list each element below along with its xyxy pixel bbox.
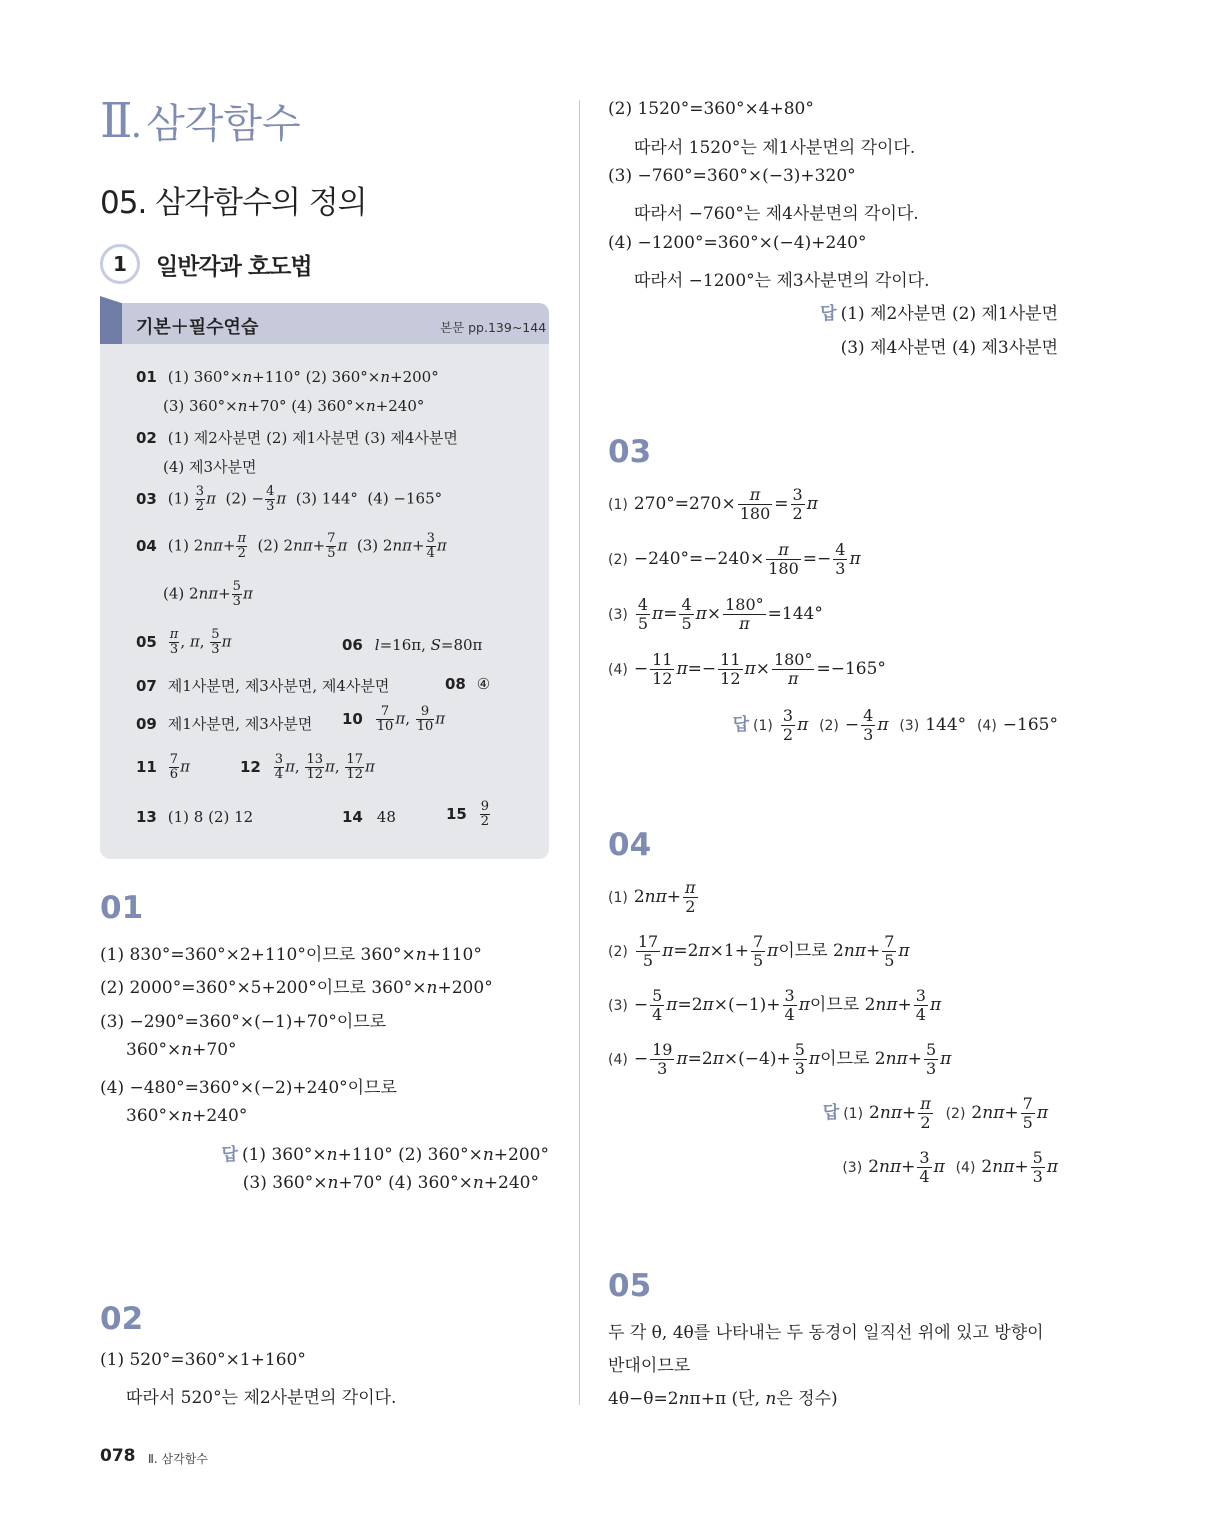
answer-row-08 — [445, 675, 490, 693]
answer-text: 𝑙=16π, 𝑆=80π — [374, 636, 483, 654]
answer-row-10: 10 $\frac{7}{10}$ π, $\frac{9}{10}$ π — [342, 704, 446, 734]
answer-number: 02 — [136, 429, 157, 447]
problem-number-03: 03 — [608, 434, 652, 470]
answer-number: 05 — [136, 632, 157, 651]
answer-number: 15 — [446, 804, 467, 823]
chapter-dot: . — [130, 105, 143, 146]
solution-line: 반대이므로 — [608, 1356, 691, 1376]
footer-chapter: Ⅱ. 삼각함수 — [148, 1452, 208, 1466]
solution-line: (2) −240°=−240× $\frac{\pi}{180}$ =− $\frac{4}{3}$ π — [608, 540, 861, 578]
answer-row-09 — [136, 713, 312, 734]
solution-line: 360°×𝑛+70° — [126, 1040, 237, 1060]
answer-label: 답 — [732, 715, 750, 735]
problem-number-01: 01 — [100, 890, 144, 926]
answer-number: 14 — [342, 808, 363, 826]
page-number: 078 — [100, 1446, 136, 1466]
answer-row-01b: (3) 360°×𝑛+70° (4) 360°×𝑛+240° — [163, 397, 425, 415]
answer-row-04b: (4) 2nπ+ $\frac{5}{3}$ π — [163, 579, 253, 609]
answer-line: 답 (1) $\frac{3}{2}$ π (2) − $\frac{4}{3}$ π (3) 144° (4) −165° — [732, 706, 1058, 744]
solution-line: 4θ−θ=2𝑛π+π (단, 𝑛은 정수) — [608, 1389, 838, 1409]
solution-line: 따라서 −760°는 제4사분면의 각이다. — [634, 204, 919, 224]
solution-line: (1) 270°=270× $\frac{\pi}{180}$ = $\frac{3}{2}$ π — [608, 485, 818, 523]
solution-line: 따라서 1520°는 제1사분면의 각이다. — [634, 138, 916, 158]
answer-row-07 — [136, 675, 389, 696]
solution-line: (3) −760°=360°×(−3)+320° — [608, 166, 856, 186]
subsection-heading — [100, 244, 312, 284]
answer-number: 08 — [445, 675, 466, 693]
solution-line: 360°×𝑛+240° — [126, 1106, 248, 1126]
subsection-title: 일반각과 호도법 — [156, 253, 312, 280]
answer-text: 48 — [376, 808, 396, 826]
solution-line: (1) 2nπ+ $\frac{\pi}{2}$ — [608, 878, 696, 916]
answer-number: 07 — [136, 677, 157, 695]
section-title: 05. 삼각함수의 정의 — [100, 185, 367, 221]
solution-line: (3) $\frac{4}{5}$ π= $\frac{4}{5}$ π× $\frac{180^\circ}{\pi}$ =144° — [608, 595, 823, 633]
chapter-heading — [100, 92, 301, 149]
solution-line: (4) − $\frac{11}{12}$ π=− $\frac{11}{12}$ π× $\frac{180^\circ}{\pi}$ =−165° — [608, 650, 886, 688]
answer-text: (1) 제2사분면 (2) 제1사분면 — [840, 304, 1058, 324]
solution-line: 두 각 θ, 4θ를 나타내는 두 동경이 일직선 위에 있고 방향이 — [608, 1323, 1044, 1343]
column-divider — [579, 100, 580, 1405]
answer-row-03: 03 (1) $\frac{3}{2}$ π (2) − $\frac{4}{3}$ π (3) 144° (4) −165° — [136, 484, 443, 514]
answer-row-04a: 04 (1) 2nπ+ $\frac{\pi}{2}$ (2) 2nπ+ $\frac{7}{5}$ π (3) 2nπ+ $\frac{3}{4}$ π — [136, 531, 447, 561]
answer-number: 13 — [136, 808, 157, 826]
solution-line: (4) −1200°=360°×(−4)+240° — [608, 233, 867, 253]
problem-number-04: 04 — [608, 827, 652, 863]
answer-label: 답 — [221, 1145, 238, 1165]
answer-label: 답 — [822, 1103, 840, 1123]
practice-box-title: 기본＋필수연습 — [136, 317, 259, 338]
answer-number: 01 — [136, 368, 157, 386]
solution-line: (2) 2000°=360°×5+200°이므로 360°×𝑛+200° — [100, 978, 493, 998]
answer-row-11: 11 $\frac{7}{6}$ π — [136, 752, 190, 782]
answer-row-12: 12 $\frac{3}{4}$ π, $\frac{13}{12}$ π, $\frac{17}{12}$ π — [240, 752, 375, 782]
subsection-number-badge: 1 — [100, 244, 140, 284]
answer-line: (3) 360°×𝑛+70° (4) 360°×𝑛+240° — [242, 1173, 539, 1193]
answer-row-06 — [342, 636, 482, 654]
answer-row-05: 05 $\frac{\pi}{3}$ , π, $\frac{5}{3}$ π — [136, 627, 232, 657]
answer-line: 답 (1) 2nπ+ $\frac{\pi}{2}$ (2) 2nπ+ $\frac{7}{5}$ π — [822, 1094, 1048, 1132]
problem-number-02: 02 — [100, 1301, 144, 1337]
solution-line: 따라서 −1200°는 제3사분면의 각이다. — [634, 271, 930, 291]
answer-text: ④ — [476, 675, 491, 693]
answer-text: (1) 8 (2) 12 — [167, 808, 254, 826]
solution-line: (1) 520°=360°×1+160° — [100, 1350, 306, 1370]
answer-number: 04 — [136, 536, 157, 555]
answer-line: (3) 2nπ+ $\frac{3}{4}$ π (4) 2nπ+ $\frac{5}{3}$ π — [842, 1148, 1058, 1186]
answer-text: 제1사분면, 제3사분면 — [167, 715, 313, 733]
problem-number-05: 05 — [608, 1268, 652, 1304]
answer-row-02a — [136, 427, 458, 448]
answer-text: (1) 360°×𝑛+110° (2) 360°×𝑛+200° — [167, 368, 439, 386]
solution-line: (2) $\frac{17}{5}$ π=2π×1+ $\frac{7}{5}$ π이므로 2nπ+ $\frac{7}{5}$ π — [608, 932, 910, 970]
answer-number: 09 — [136, 715, 157, 733]
answer-number: 06 — [342, 636, 363, 654]
answer-line: (3) 제4사분면 (4) 제3사분면 — [840, 338, 1058, 358]
solution-line: (3) −290°=360°×(−1)+70°이므로 — [100, 1012, 387, 1032]
answer-text: 제1사분면, 제3사분면, 제4사분면 — [167, 677, 390, 695]
chapter-title: 삼각함수 — [146, 101, 301, 147]
answer-number: 10 — [342, 709, 363, 728]
solution-line: (4) −480°=360°×(−2)+240°이므로 — [100, 1078, 397, 1098]
answer-text: (1) 360°×𝑛+110° (2) 360°×𝑛+200° — [241, 1145, 549, 1165]
solution-line: (4) − $\frac{19}{3}$ π=2π×(−4)+ $\frac{5}{3}$ π이므로 2nπ+ $\frac{5}{3}$ π — [608, 1040, 952, 1078]
answer-row-15: 15 $\frac{9}{2}$ — [446, 799, 490, 829]
solution-line: (1) 830°=360°×2+110°이므로 360°×𝑛+110° — [100, 945, 482, 965]
solution-line: (3) − $\frac{5}{4}$ π=2π×(−1)+ $\frac{3}{4}$ π이므로 2nπ+ $\frac{3}{4}$ π — [608, 986, 942, 1024]
answer-number: 03 — [136, 489, 157, 508]
chapter-roman: Ⅱ — [100, 93, 131, 149]
answer-label: 답 — [820, 304, 837, 324]
answer-number: 12 — [240, 757, 261, 776]
solution-line: 따라서 520°는 제2사분면의 각이다. — [126, 1388, 397, 1408]
answer-row-01a — [136, 368, 439, 386]
answer-line — [820, 299, 1058, 324]
practice-box-tab — [100, 296, 122, 344]
solution-line: (2) 1520°=360°×4+80° — [608, 99, 814, 119]
answer-line — [222, 1140, 549, 1165]
answer-row-14 — [342, 808, 396, 826]
answer-text: (1) 제2사분면 (2) 제1사분면 (3) 제4사분면 — [167, 429, 458, 447]
answer-row-13 — [136, 808, 253, 826]
answer-number: 11 — [136, 757, 157, 776]
answer-row-02b: (4) 제3사분면 — [163, 458, 257, 476]
practice-box-page-ref: 본문 pp.139~144 — [440, 320, 547, 335]
